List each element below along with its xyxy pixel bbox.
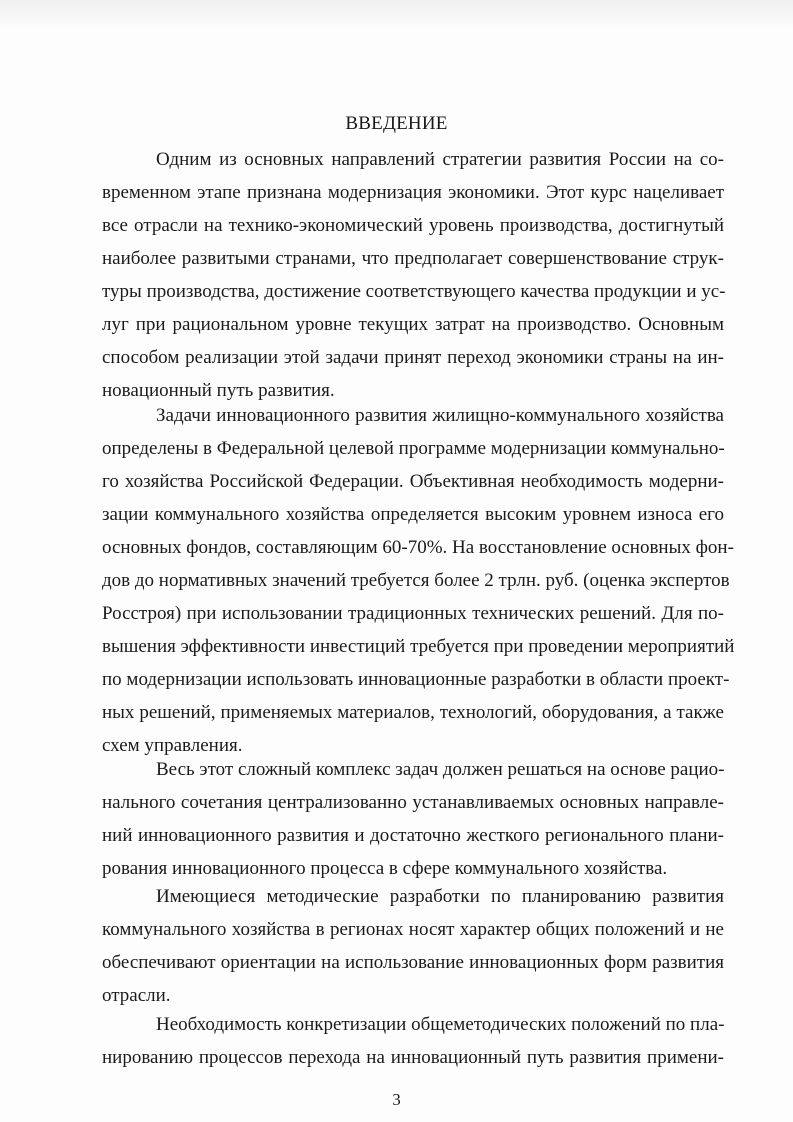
text-line: луг при рациональном уровне текущих затрат на производство. Основным — [102, 314, 724, 335]
text-line: нального сочетания централизованно устанавливаемых основных направле- — [102, 792, 724, 813]
text-line: Необходимость конкретизации общеметодических положений по пла- — [156, 1014, 725, 1035]
text-line: коммунального хозяйства в регионах носят характер общих положений и не — [102, 919, 724, 940]
text-line: ных решений, применяемых материалов, технологий, оборудования, а также — [102, 702, 724, 723]
text-line: способом реализации этой задачи принят переход экономики страны на ин- — [102, 347, 724, 368]
text-line: временном этапе признана модернизация экономики. Этот курс нацеливает — [102, 182, 724, 203]
text-line: обеспечивают ориентации на использование инновационных форм развития — [102, 952, 724, 973]
text-line: Росстроя) при использовании традиционных технических решений. Для по- — [102, 603, 724, 624]
text-line: Весь этот сложный комплекс задач должен решаться на основе рацио- — [156, 759, 725, 780]
scan-edge-shadow — [0, 0, 793, 30]
text-line: все отрасли на технико-экономический уровень производства, достигнутый — [102, 215, 724, 236]
text-line: нированию процессов перехода на инновационный путь развития примени- — [102, 1047, 724, 1068]
text-line: зации коммунального хозяйства определяется высоким уровнем износа его — [102, 504, 724, 525]
text-line: Имеющиеся методические разработки по планированию развития — [156, 886, 724, 907]
text-line: отрасли. — [102, 985, 171, 1006]
text-line: рования инновационного процесса в сфере коммунального хозяйства. — [102, 858, 668, 879]
paragraph-1 — [102, 143, 724, 407]
text-line: основных фондов, составляющим 60-70%. На восстановление основных фон- — [102, 537, 734, 558]
text-line: дов до нормативных значений требуется более 2 трлн. руб. (оценка экспертов — [102, 570, 730, 591]
text-line: туры производства, достижение соответствующего качества продукции и ус- — [102, 281, 726, 302]
text-line: го хозяйства Российской Федерации. Объективная необходимость модерни- — [102, 471, 724, 492]
text-line: определены в Федеральной целевой программе модернизации коммунально- — [102, 438, 725, 459]
paragraph-4 — [102, 880, 724, 1012]
text-line: наиболее развитыми странами, что предполагает совершенствование струк- — [102, 248, 724, 269]
text-line: по модернизации использовать инновационные разработки в области проект- — [102, 669, 730, 690]
paragraph-3 — [102, 753, 724, 885]
text-line: схем управления. — [102, 735, 243, 756]
page-number: 3 — [392, 1090, 401, 1109]
text-line: Задачи инновационного развития жилищно-коммунального хозяйства — [156, 405, 724, 426]
text-line: новационный путь развития. — [102, 380, 335, 401]
text-line: вышения эффективности инвестиций требуется при проведении мероприятий — [102, 636, 735, 657]
paragraph-2 — [102, 399, 735, 762]
text-line: Одним из основных направлений стратегии развития России на со- — [156, 149, 724, 170]
paragraph-5 — [102, 1008, 724, 1074]
text-line: ний инновационного развития и достаточно жесткого регионального плани- — [102, 825, 724, 846]
section-heading: ВВЕДЕНИЕ — [345, 113, 448, 134]
